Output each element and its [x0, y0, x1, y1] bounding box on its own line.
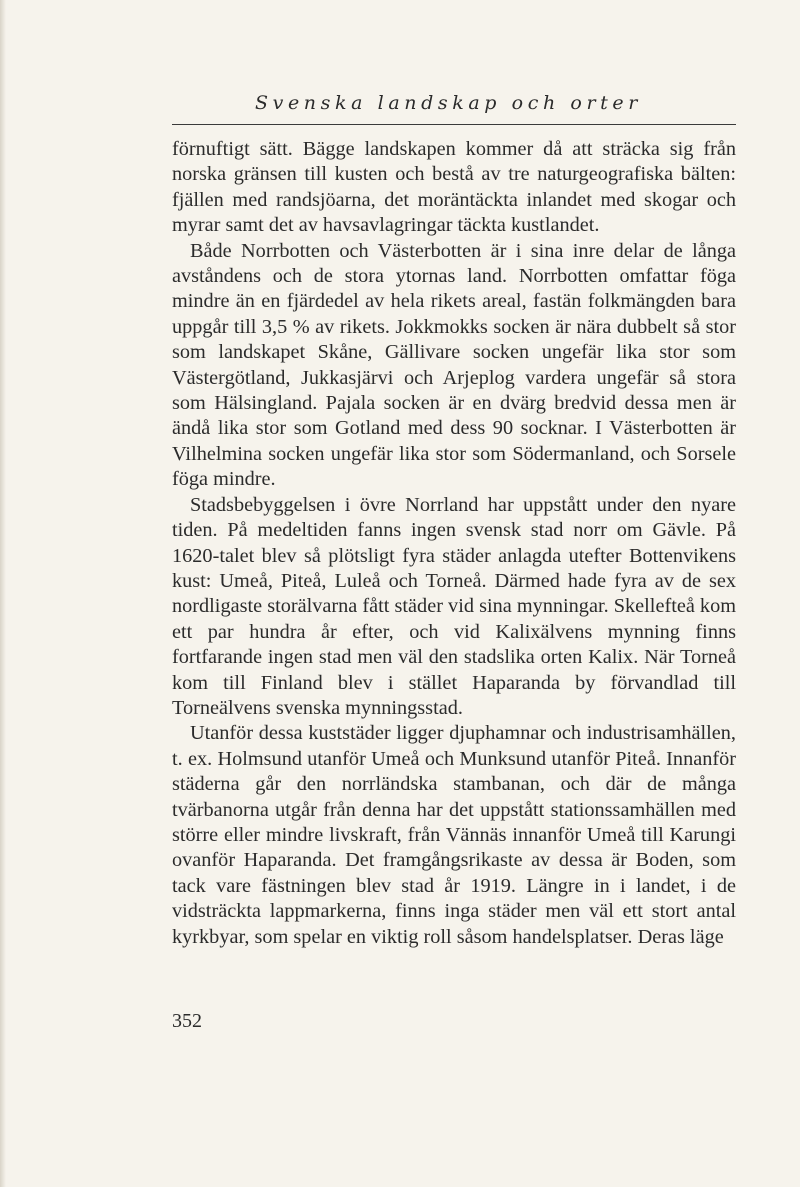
- running-header: Svenska landskap och orter: [255, 92, 642, 114]
- paragraph-1: förnuftigt sätt. Bägge landskapen kommer då att sträcka sig från norska gränsen till kusten och bestå av tre naturgeografiska bälten: fjällen med randsjöarna, det moräntäckta inlandet med skogar och myrar samt det av havsavlagringar täckta kustlandet.: [172, 138, 736, 237]
- page-number: 352: [172, 1010, 202, 1032]
- paragraph-2: Både Norrbotten och Västerbotten är i sina inre delar de långa avståndens och de stora ytornas land. Norrbotten omfattar föga mindre än en fjärdedel av hela rikets areal, fastän folkmängden bara uppgår till 3,5 % av rikets. Jokkmokks socken är nära dubbelt så stor som landskapet Skåne, Gällivare socken ungefär lika stor som Västergötland, Jukkasjärvi och Arjeplog vardera ungefär så stora som Hälsingland. Pajala socken är en dvärg bredvid dessa men är ändå lika stor som Gotland med dess 90 socknar. I Västerbotten är Vilhelmina socken ungefär lika stor som Södermanland, och Sorsele föga mindre.: [172, 239, 736, 491]
- header-rule: [172, 124, 736, 125]
- paragraph-3: Stadsbebyggelsen i övre Norrland har uppstått under den nyare tiden. På medeltiden fanns ingen svensk stad norr om Gävle. På 1620-talet blev så plötsligt fyra städer anlagda utefter Bottenvikens kust: Umeå, Piteå, Luleå och Torneå. Därmed hade fyra av de sex nordligaste storälvarna fått städer vid sina mynningar. Skellefteå kom ett par hundra år efter, och vid Kalixälvens mynning finns fortfarande ingen stad men väl den stadslika orten Kalix. När Torneå kom till Finland blev i stället Haparanda by förvandlad till Torneälvens svenska mynningsstad.: [172, 493, 736, 719]
- paragraph-4: Utanför dessa kuststäder ligger djuphamnar och industrisamhällen, t. ex. Holmsund utanför Umeå och Munksund utanför Piteå. Innanför städerna går den norrländska stambanan, och där de många tvärbanorna utgår från denna har det uppstått stationssamhällen med större eller mindre livskraft, från Vännäs innanför Umeå till Karungi ovanför Haparanda. Det framgångsrikaste av dessa är Boden, som tack vare fästningen blev stad år 1919. Längre in i landet, i de vidsträckta lappmarkerna, finns inga städer men väl ett stort antal kyrkbyar, som spelar en viktig roll såsom handelsplatser. Deras läge: [172, 722, 736, 948]
- page-edge-shadow: [0, 0, 6, 1187]
- body-text: [172, 137, 736, 950]
